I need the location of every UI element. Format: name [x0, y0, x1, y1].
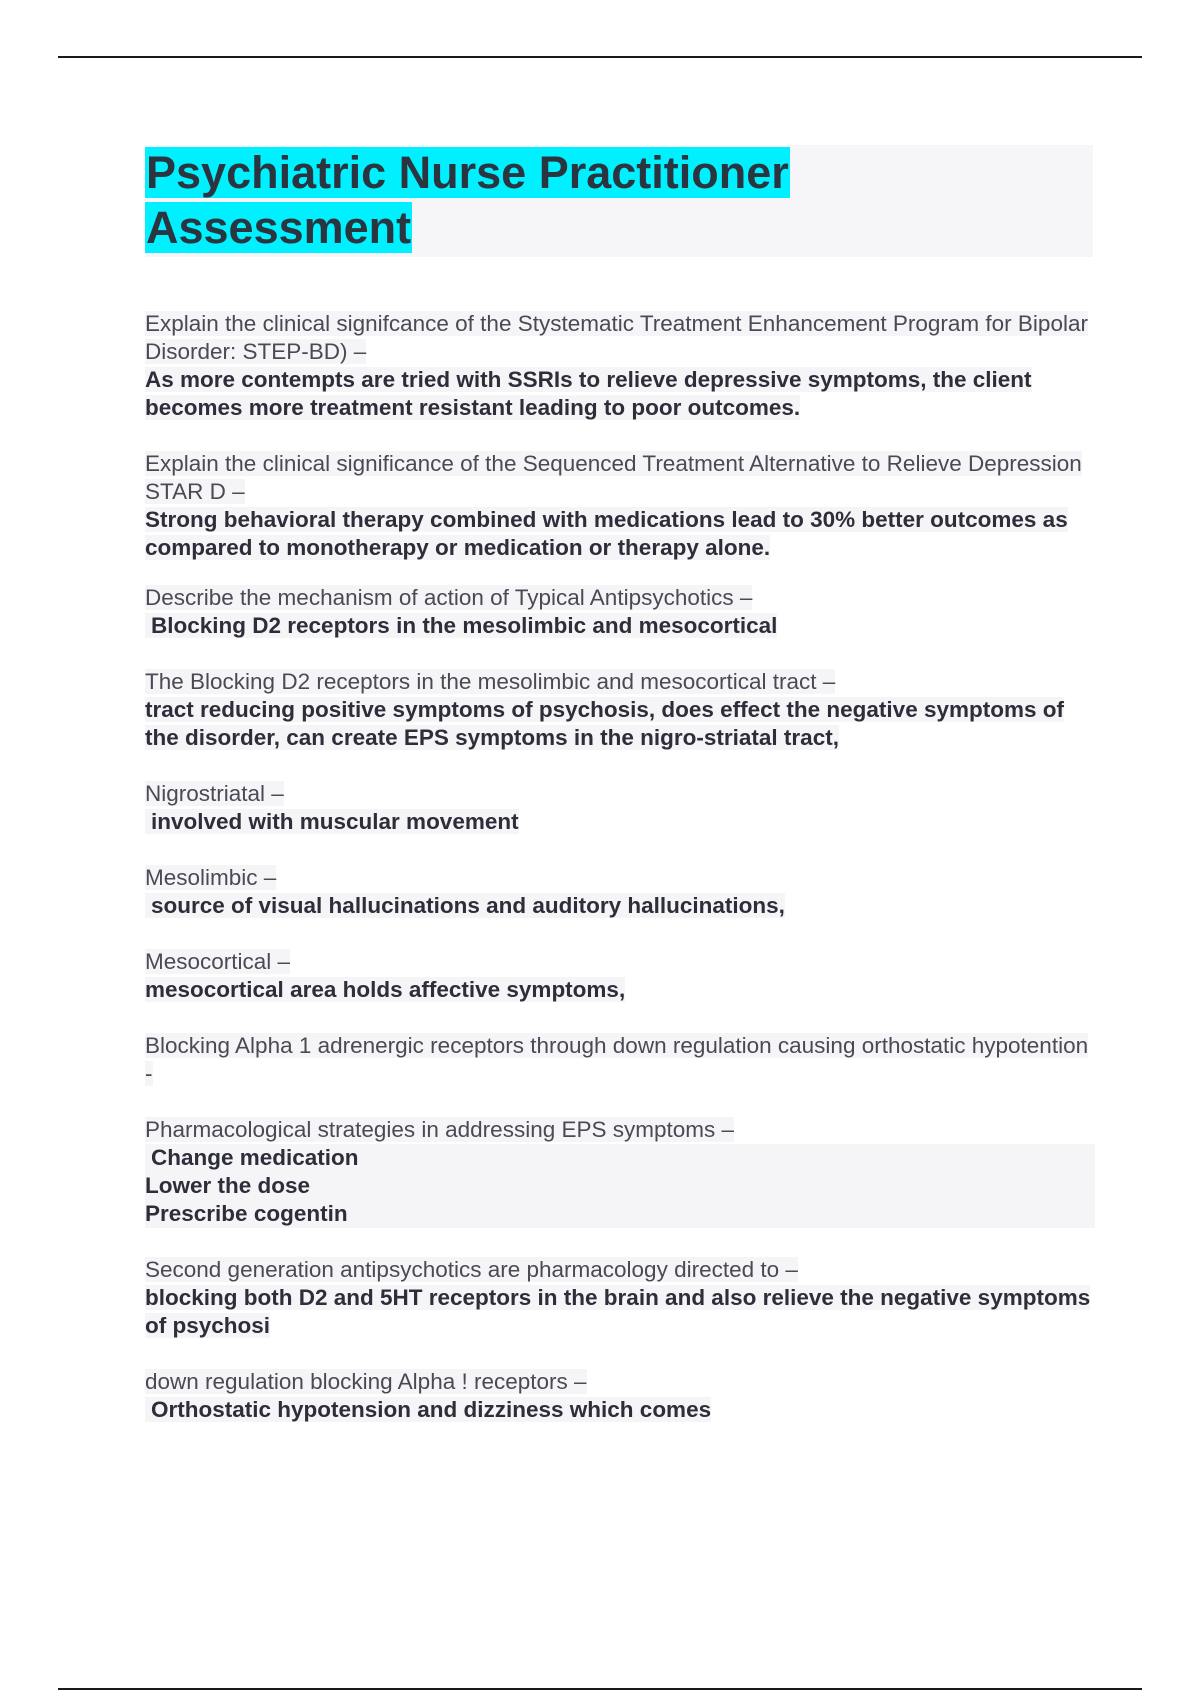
- question-text: Describe the mechanism of action of Typical Antipsychotics –: [145, 585, 753, 610]
- question-text: Explain the clinical signifcance of the Stystematic Treatment Enhancement Program for Bipolar Disorder: STEP-BD) –: [145, 311, 1088, 364]
- answer-text: source of visual hallucinations and auditory hallucinations,: [145, 892, 1095, 920]
- qa-item: [145, 1256, 1095, 1340]
- answer-text: involved with muscular movement: [145, 808, 1095, 836]
- answer-list: [145, 1144, 1095, 1228]
- question-text: Nigrostriatal –: [145, 781, 284, 806]
- question-text: Blocking Alpha 1 adrenergic receptors through down regulation causing orthostatic hypotention -: [145, 1033, 1089, 1086]
- qa-item: [145, 1116, 1095, 1228]
- qa-item: [145, 584, 1095, 640]
- qa-item: [145, 1032, 1095, 1088]
- qa-list: [145, 310, 1095, 1452]
- qa-item: [145, 668, 1095, 752]
- question-text: down regulation blocking Alpha ! receptors –: [145, 1369, 587, 1394]
- answer-text: As more contempts are tried with SSRIs to relieve depressive symptoms, the client becomes more treatment resistant leading to poor outcomes.: [145, 367, 1032, 420]
- title-block: [145, 145, 1093, 257]
- header-rule: [58, 56, 1142, 58]
- question-text: Mesolimbic –: [145, 865, 277, 890]
- answer-line: Prescribe cogentin: [145, 1200, 1095, 1228]
- page-title: [145, 145, 1093, 255]
- title-line-2: Assessment: [146, 202, 412, 253]
- question-text: Mesocortical –: [145, 949, 291, 974]
- footer-rule: [58, 1688, 1142, 1690]
- answer-text: tract reducing positive symptoms of psychosis, does effect the negative symptoms of the disorder, can create EPS symptoms in the nigro-striatal tract,: [145, 697, 1064, 750]
- question-text: Pharmacological strategies in addressing EPS symptoms –: [145, 1117, 735, 1142]
- qa-item: [145, 864, 1095, 920]
- answer-text: blocking both D2 and 5HT receptors in the brain and also relieve the negative symptoms of psychosi: [145, 1285, 1091, 1338]
- title-line-1: Psychiatric Nurse Practitioner: [146, 147, 789, 198]
- qa-item: [145, 948, 1095, 1004]
- answer-text: Blocking D2 receptors in the mesolimbic and mesocortical: [145, 612, 1095, 640]
- qa-item: [145, 450, 1095, 562]
- question-text: The Blocking D2 receptors in the mesolimbic and mesocortical tract –: [145, 669, 836, 694]
- qa-item: [145, 780, 1095, 836]
- question-text: Second generation antipsychotics are pharmacology directed to –: [145, 1257, 798, 1282]
- qa-item: [145, 1368, 1095, 1424]
- answer-line: Change medication: [145, 1144, 1095, 1172]
- answer-line: Lower the dose: [145, 1172, 1095, 1200]
- qa-item: [145, 310, 1095, 422]
- question-text: Explain the clinical significance of the Sequenced Treatment Alternative to Relieve Depression STAR D –: [145, 451, 1082, 504]
- answer-text: Orthostatic hypotension and dizziness which comes: [145, 1396, 1095, 1424]
- answer-text: mesocortical area holds affective symptoms,: [145, 977, 626, 1002]
- answer-text: Strong behavioral therapy combined with medications lead to 30% better outcomes as compared to monotherapy or medication or therapy alone.: [145, 507, 1068, 560]
